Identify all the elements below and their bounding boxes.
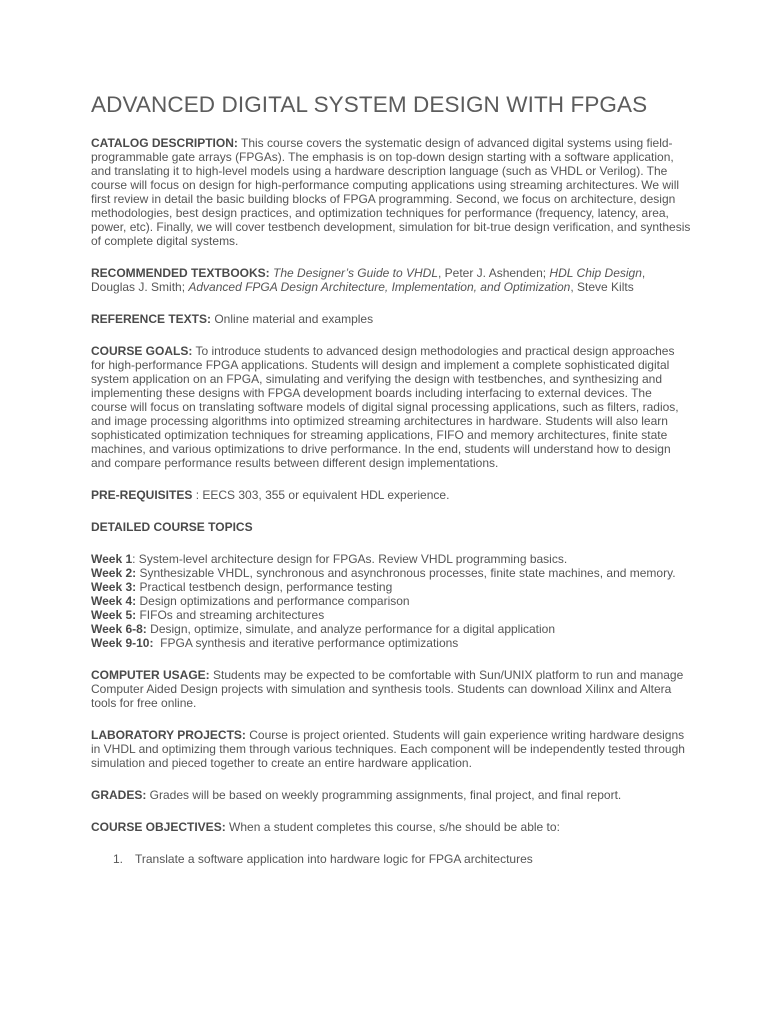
week-item <box>91 594 691 608</box>
detailed-course-topics-heading: DETAILED COURSE TOPICS <box>91 520 253 534</box>
course-goals <box>91 344 691 470</box>
week-text: FPGA synthesis and iterative performance optimizations <box>153 636 459 650</box>
course-goals-label: COURSE GOALS: <box>91 344 193 358</box>
laboratory-projects-text: Course is project oriented. Students will gain experience writing hardware designs in VHDL and optimizing them through various techniques. Each component will be independently tested through simulation and pieced together to create an entire hardware application. <box>91 728 685 770</box>
document-title: ADVANCED DIGITAL SYSTEM DESIGN WITH FPGAS <box>91 92 648 117</box>
course-objectives <box>91 820 691 834</box>
week-item <box>91 622 691 636</box>
reference-texts-text: Online material and examples <box>211 312 374 326</box>
laboratory-projects <box>91 728 691 770</box>
catalog-description-text: This course covers the systematic design of advanced digital systems using field-programmable gate arrays (FPGAs). The emphasis is on top-down design starting with a software application, and translating it to high-level models using a hardware description language (such as VHDL or Verilog). The course will focus on design for high-performance computing applications using streaming architectures. We will first review in detail the basic building blocks of FPGA programming. Second, we focus on architecture, design methodologies, best design practices, and optimization techniques for performance (frequency, latency, area, power, etc). Finally, we will cover testbench development, simulation for bit-true design verification, and synthesis of complete digital systems. <box>91 136 691 248</box>
computer-usage-label: COMPUTER USAGE: <box>91 668 210 682</box>
week-text: FIFOs and streaming architectures <box>136 608 325 622</box>
week-text: Practical testbench design, performance testing <box>136 580 393 594</box>
prerequisites-label: PRE-REQUISITES <box>91 488 193 502</box>
catalog-description-label: CATALOG DESCRIPTION: <box>91 136 238 150</box>
week-text: : System-level architecture design for FPGAs. Review VHDL programming basics. <box>132 552 568 566</box>
prerequisites <box>91 488 691 502</box>
reference-texts-label: REFERENCE TEXTS: <box>91 312 212 326</box>
course-goals-text: To introduce students to advanced design methodologies and practical design approaches for high-performance FPGA applications. Students will design and implement a complete sophisticated digital system application on an FPGA, simulating and verifying the design with testbenches, and synthesizing and implementing these designs with FPGA development boards including interfacing to external devices. The course will focus on translating software models of digital signal processing applications, such as filters, radios, and image processing algorithms into optimized streaming architectures in hardware. Students will also learn sophisticated optimization techniques for streaming applications, FIFO and memory architectures, finite state machines, and various optimizations to drive performance. In the end, students will understand how to design and compare performance results between different design implementations. <box>91 344 679 470</box>
laboratory-projects-label: LABORATORY PROJECTS: <box>91 728 246 742</box>
week-label: Week 5: <box>91 608 137 622</box>
course-objectives-label: COURSE OBJECTIVES: <box>91 820 226 834</box>
week-item <box>91 552 691 566</box>
week-label: Week 9-10: <box>91 636 154 650</box>
week-item <box>91 608 691 622</box>
week-label: Week 6-8: <box>91 622 147 636</box>
week-item <box>91 636 691 650</box>
textbooks-label: RECOMMENDED TEXTBOOKS: <box>91 266 270 280</box>
week-text: Synthesizable VHDL, synchronous and asynchronous processes, finite state machines, and memory. <box>136 566 676 580</box>
course-objectives-text: When a student completes this course, s/he should be able to: <box>225 820 560 834</box>
grades <box>91 788 691 802</box>
textbook-3-title: Advanced FPGA Design Architecture, Implementation, and Optimization <box>188 280 571 294</box>
computer-usage <box>91 668 691 710</box>
objective-text: Translate a software application into hardware logic for FPGA architectures <box>135 852 533 866</box>
week-label: Week 2: <box>91 566 137 580</box>
textbook-2-title: HDL Chip Design <box>549 266 642 280</box>
week-text: Design optimizations and performance comparison <box>136 594 410 608</box>
week-label: Week 1 <box>91 552 133 566</box>
objective-number: 1. <box>113 852 124 866</box>
week-label: Week 4: <box>91 594 137 608</box>
week-label: Week 3: <box>91 580 137 594</box>
course-objectives-list <box>91 852 691 866</box>
grades-text: Grades will be based on weekly programming assignments, final project, and final report. <box>146 788 622 802</box>
computer-usage-text: Students may be expected to be comfortable with Sun/UNIX platform to run and manage Computer Aided Design projects with simulation and synthesis tools. Students can download Xilinx and Altera tools for free online. <box>91 668 684 710</box>
catalog-description <box>91 136 691 248</box>
textbook-3-author: , Steve Kilts <box>570 280 634 294</box>
weekly-topics-list <box>91 552 691 650</box>
grades-label: GRADES: <box>91 788 147 802</box>
prerequisites-text: : EECS 303, 355 or equivalent HDL experience. <box>192 488 450 502</box>
week-item <box>91 566 691 580</box>
textbook-2-author: , Douglas J. Smith; <box>91 266 646 294</box>
week-text: Design, optimize, simulate, and analyze performance for a digital application <box>146 622 556 636</box>
week-item <box>91 580 691 594</box>
objective-item <box>113 852 691 866</box>
recommended-textbooks <box>91 266 691 294</box>
textbook-1-author: , Peter J. Ashenden; <box>438 266 550 280</box>
reference-texts <box>91 312 691 326</box>
document-page <box>91 90 691 866</box>
textbook-1-title: The Designer’s Guide to VHDL <box>273 266 438 280</box>
